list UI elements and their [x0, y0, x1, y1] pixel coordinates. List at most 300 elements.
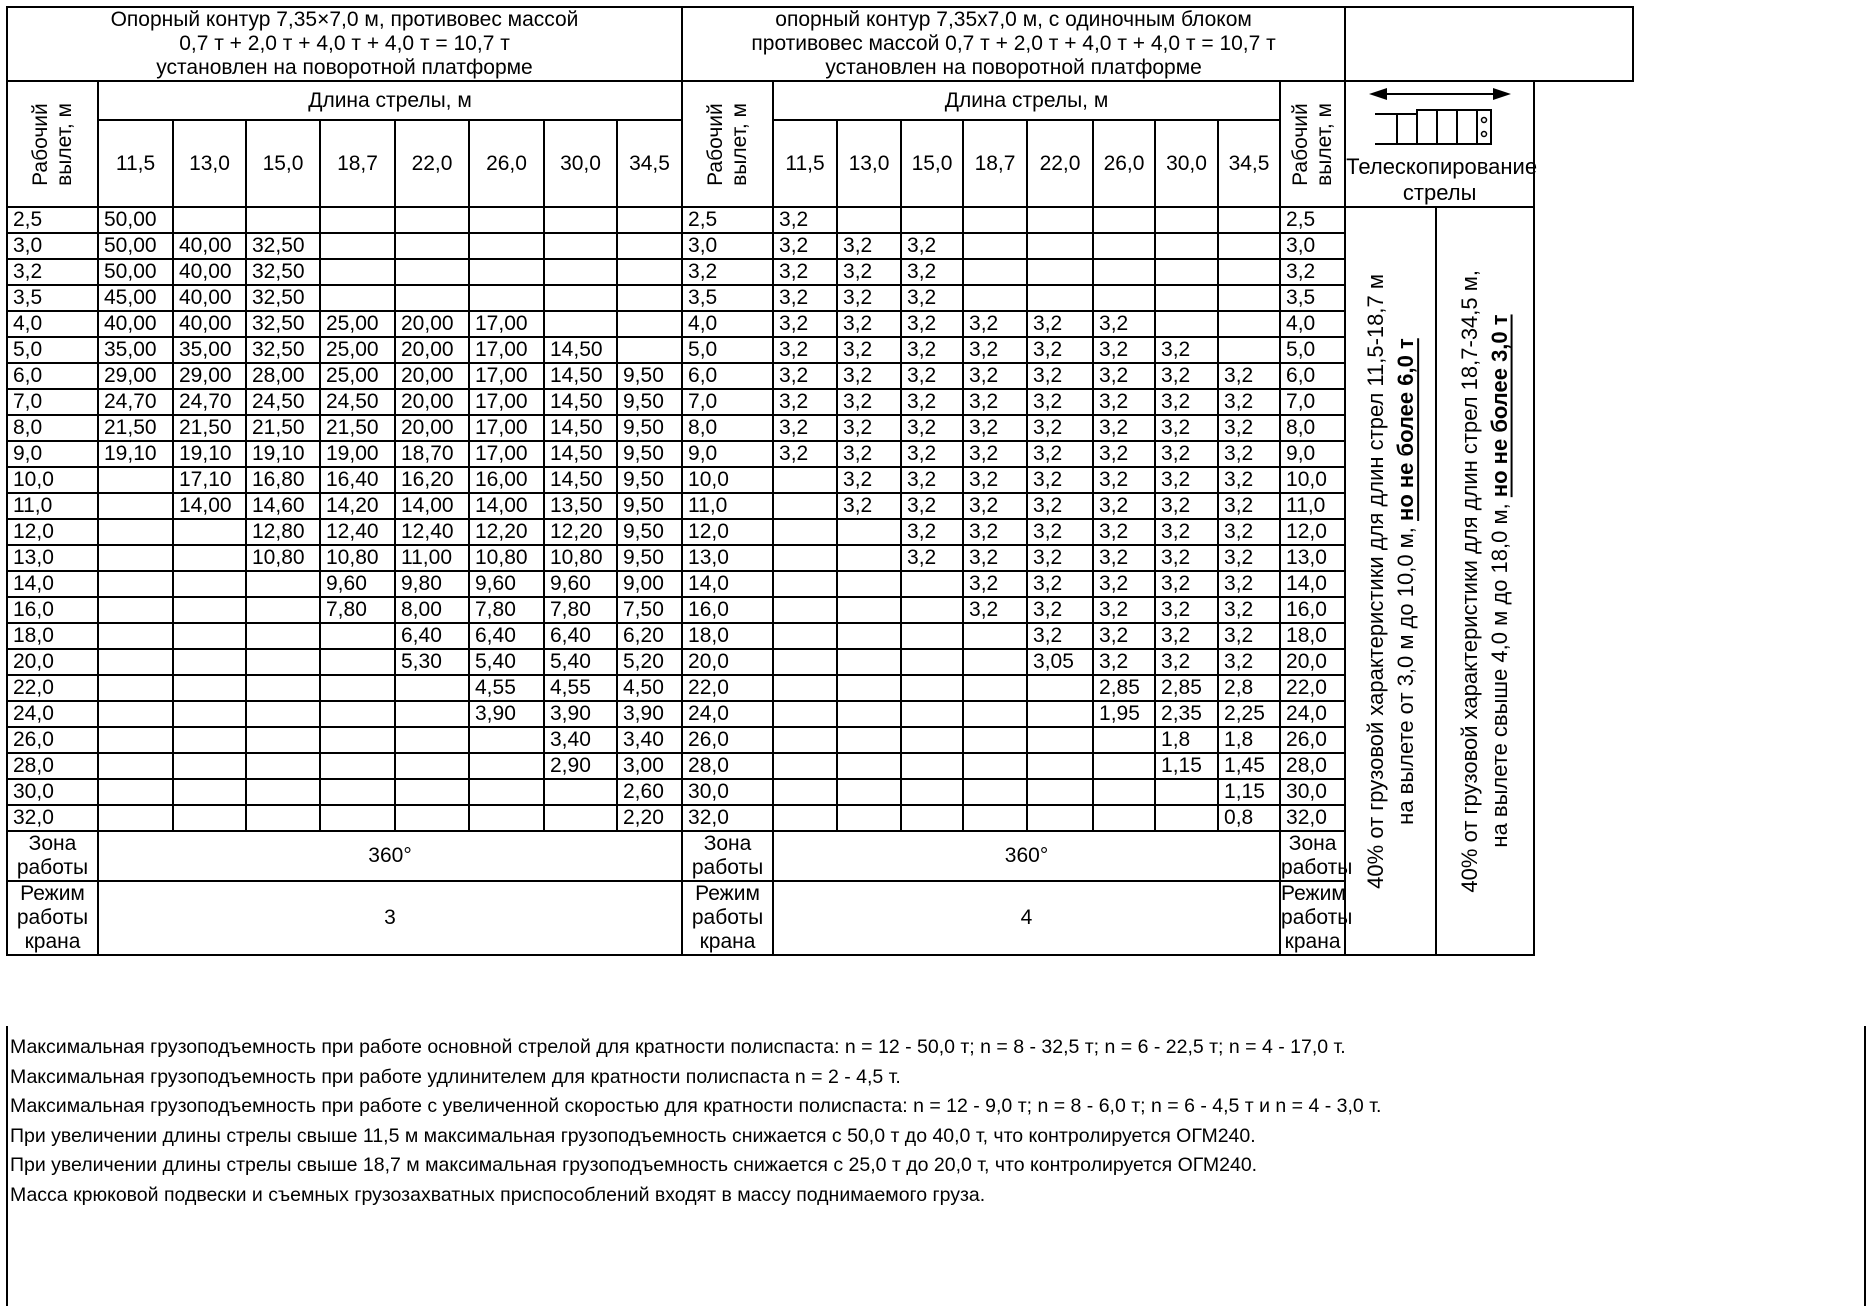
- radius-cell: 24,0: [682, 701, 773, 727]
- capacity-cell: [963, 623, 1027, 649]
- left-group-header-line: установлен на поворотной платформе: [156, 56, 533, 79]
- capacity-cell: [320, 805, 395, 831]
- capacity-cell: 29,00: [98, 363, 173, 389]
- radius-cell: 7,0: [7, 389, 98, 415]
- capacity-cell: 3,2: [773, 415, 837, 441]
- capacity-cell: [469, 259, 544, 285]
- capacity-cell: 32,50: [246, 259, 320, 285]
- capacity-cell: [246, 597, 320, 623]
- capacity-cell: 3,2: [1155, 389, 1218, 415]
- capacity-cell: 3,2: [1218, 389, 1280, 415]
- capacity-cell: [173, 727, 246, 753]
- capacity-cell: 3,00: [617, 753, 682, 779]
- radius-header-line: Рабочий: [1288, 102, 1312, 186]
- radius-cell: 26,0: [1280, 727, 1345, 753]
- capacity-cell: [1027, 285, 1093, 311]
- row-label-line: работы: [1281, 906, 1353, 929]
- radius-cell: 24,0: [1280, 701, 1345, 727]
- capacity-cell: 3,2: [1027, 311, 1093, 337]
- capacity-cell: [98, 805, 173, 831]
- capacity-cell: 3,2: [1218, 597, 1280, 623]
- capacity-cell: [320, 649, 395, 675]
- radius-cell: 14,0: [682, 571, 773, 597]
- capacity-cell: [544, 259, 617, 285]
- capacity-cell: [1093, 285, 1155, 311]
- capacity-cell: 14,50: [544, 467, 617, 493]
- capacity-cell: [173, 207, 246, 233]
- capacity-cell: 3,2: [773, 311, 837, 337]
- row-label-line: работы: [16, 856, 89, 879]
- boom-length-header: Длина стрелы, м: [98, 81, 682, 120]
- capacity-cell: 3,2: [901, 441, 963, 467]
- row-label-cell: [682, 881, 773, 955]
- capacity-cell: 16,40: [320, 467, 395, 493]
- capacity-cell: [1027, 207, 1093, 233]
- capacity-cell: 20,00: [395, 337, 469, 363]
- capacity-cell: 3,2: [963, 493, 1027, 519]
- capacity-cell: [837, 779, 901, 805]
- capacity-cell: [469, 285, 544, 311]
- capacity-cell: 14,50: [544, 441, 617, 467]
- capacity-cell: 19,10: [246, 441, 320, 467]
- capacity-cell: [98, 753, 173, 779]
- capacity-cell: 3,2: [837, 415, 901, 441]
- capacity-cell: [901, 571, 963, 597]
- capacity-cell: [837, 571, 901, 597]
- capacity-cell: [98, 779, 173, 805]
- capacity-cell: 3,2: [1093, 467, 1155, 493]
- capacity-cell: 1,95: [1093, 701, 1155, 727]
- capacity-cell: [98, 519, 173, 545]
- capacity-cell: 3,2: [1155, 363, 1218, 389]
- radius-header-line: Рабочий: [703, 102, 727, 186]
- capacity-cell: 17,00: [469, 415, 544, 441]
- capacity-cell: 17,00: [469, 311, 544, 337]
- telescoping-note-1-text: [1361, 274, 1421, 889]
- capacity-cell: [773, 779, 837, 805]
- radius-cell: 3,0: [1280, 233, 1345, 259]
- capacity-cell: [395, 701, 469, 727]
- capacity-cell: 3,2: [1155, 519, 1218, 545]
- capacity-cell: 3,2: [1155, 623, 1218, 649]
- capacity-cell: 29,00: [173, 363, 246, 389]
- boom-length-header: Длина стрелы, м: [773, 81, 1280, 120]
- capacity-cell: [1027, 753, 1093, 779]
- capacity-cell: [773, 753, 837, 779]
- radius-cell: 5,0: [1280, 337, 1345, 363]
- capacity-cell: [98, 597, 173, 623]
- capacity-cell: 3,2: [901, 259, 963, 285]
- capacity-cell: [963, 779, 1027, 805]
- radius-cell: 16,0: [682, 597, 773, 623]
- capacity-cell: 9,50: [617, 415, 682, 441]
- capacity-cell: 9,50: [617, 519, 682, 545]
- capacity-cell: 3,2: [901, 233, 963, 259]
- capacity-cell: 3,2: [901, 493, 963, 519]
- capacity-cell: 14,00: [395, 493, 469, 519]
- radius-cell: 12,0: [7, 519, 98, 545]
- capacity-cell: 3,2: [963, 363, 1027, 389]
- capacity-cell: 3,90: [544, 701, 617, 727]
- capacity-cell: 8,00: [395, 597, 469, 623]
- capacity-cell: 3,2: [1027, 623, 1093, 649]
- radius-cell: 6,0: [7, 363, 98, 389]
- capacity-cell: [773, 571, 837, 597]
- capacity-cell: [320, 675, 395, 701]
- capacity-cell: 3,2: [963, 597, 1027, 623]
- capacity-cell: 14,50: [544, 389, 617, 415]
- capacity-cell: 21,50: [246, 415, 320, 441]
- capacity-cell: 3,40: [617, 727, 682, 753]
- row-label-cell: [1280, 881, 1353, 955]
- capacity-cell: 3,2: [773, 285, 837, 311]
- capacity-cell: 3,2: [837, 493, 901, 519]
- radius-cell: 14,0: [1280, 571, 1345, 597]
- boom-length-value: 26,0: [1093, 120, 1155, 207]
- capacity-cell: [617, 259, 682, 285]
- capacity-cell: [173, 701, 246, 727]
- capacity-cell: [617, 233, 682, 259]
- capacity-cell: [1218, 285, 1280, 311]
- capacity-cell: 0,8: [1218, 805, 1280, 831]
- capacity-cell: [1155, 311, 1218, 337]
- capacity-cell: 3,2: [1027, 597, 1093, 623]
- capacity-cell: 3,2: [1093, 623, 1155, 649]
- capacity-cell: 18,70: [395, 441, 469, 467]
- capacity-cell: [837, 623, 901, 649]
- radius-cell: 13,0: [7, 545, 98, 571]
- capacity-cell: [1155, 233, 1218, 259]
- capacity-cell: 50,00: [98, 259, 173, 285]
- row-label-line: крана: [1284, 930, 1341, 953]
- telescoping-note-2-text: [1455, 270, 1515, 893]
- radius-header-rotated: [8, 103, 97, 186]
- capacity-cell: 14,00: [469, 493, 544, 519]
- capacity-cell: 19,10: [98, 441, 173, 467]
- capacity-cell: 3,2: [901, 415, 963, 441]
- capacity-cell: 5,20: [617, 649, 682, 675]
- radius-cell: 16,0: [7, 597, 98, 623]
- capacity-cell: [1093, 259, 1155, 285]
- capacity-cell: [1218, 311, 1280, 337]
- radius-cell: 4,0: [682, 311, 773, 337]
- row-label-line: Режим: [20, 882, 85, 905]
- capacity-cell: 2,8: [1218, 675, 1280, 701]
- capacity-cell: [98, 571, 173, 597]
- capacity-cell: [98, 467, 173, 493]
- capacity-cell: [837, 675, 901, 701]
- row-label-line: работы: [1281, 856, 1353, 879]
- radius-cell: 11,0: [682, 493, 773, 519]
- radius-cell: 3,5: [7, 285, 98, 311]
- radius-cell: 22,0: [7, 675, 98, 701]
- capacity-cell: 3,2: [1027, 337, 1093, 363]
- capacity-cell: 3,2: [1027, 441, 1093, 467]
- note-line: Максимальная грузоподъемность при работе удлинителем для кратности полиспаста n = 2 - 4,5 т.: [10, 1065, 901, 1088]
- capacity-cell: [173, 649, 246, 675]
- work-zone-value: 360°: [98, 831, 682, 881]
- capacity-cell: [469, 805, 544, 831]
- capacity-cell: [173, 597, 246, 623]
- row-label-cell: [682, 831, 773, 881]
- capacity-cell: [617, 337, 682, 363]
- capacity-cell: 24,50: [246, 389, 320, 415]
- capacity-cell: 3,2: [963, 545, 1027, 571]
- radius-cell: 32,0: [682, 805, 773, 831]
- capacity-cell: [469, 727, 544, 753]
- capacity-cell: [98, 701, 173, 727]
- capacity-cell: [544, 805, 617, 831]
- capacity-cell: [1027, 233, 1093, 259]
- boom-length-value: 34,5: [1218, 120, 1280, 207]
- capacity-cell: [246, 805, 320, 831]
- capacity-cell: 3,2: [901, 311, 963, 337]
- capacity-cell: [617, 285, 682, 311]
- capacity-cell: [246, 649, 320, 675]
- right-group-header-line: противовес массой 0,7 т + 2,0 т + 4,0 т + 4,0 т = 10,7 т: [751, 32, 1276, 55]
- capacity-cell: 3,2: [1155, 545, 1218, 571]
- radius-cell: 6,0: [682, 363, 773, 389]
- capacity-cell: 3,90: [469, 701, 544, 727]
- telescoping-note-line: на вылете от 3,0 м до 10,0 м,: [1392, 520, 1418, 825]
- radius-cell: 26,0: [682, 727, 773, 753]
- capacity-cell: [1027, 675, 1093, 701]
- capacity-cell: 9,50: [617, 493, 682, 519]
- capacity-cell: 3,2: [773, 259, 837, 285]
- capacity-cell: 3,2: [901, 545, 963, 571]
- capacity-cell: 12,40: [320, 519, 395, 545]
- capacity-cell: 25,00: [320, 311, 395, 337]
- capacity-cell: [773, 519, 837, 545]
- capacity-cell: [773, 701, 837, 727]
- capacity-cell: 3,2: [837, 259, 901, 285]
- radius-cell: 20,0: [7, 649, 98, 675]
- capacity-cell: 3,2: [1027, 363, 1093, 389]
- row-label-line: Зона: [1288, 832, 1337, 855]
- note-line: Максимальная грузоподъемность при работе основной стрелой для кратности полиспаста: n = 12 - 50,0 т; n = 8 - 32,5 т; n = 6 - 22,5 т; n = 4 - 17,0 т.: [10, 1036, 1346, 1058]
- capacity-cell: [837, 519, 901, 545]
- radius-cell: 11,0: [7, 493, 98, 519]
- capacity-cell: [395, 727, 469, 753]
- capacity-cell: 16,80: [246, 467, 320, 493]
- capacity-cell: 14,00: [173, 493, 246, 519]
- row-label-cell: [7, 881, 98, 955]
- capacity-cell: [173, 623, 246, 649]
- radius-cell: 14,0: [7, 571, 98, 597]
- capacity-cell: 40,00: [173, 285, 246, 311]
- radius-cell: 28,0: [1280, 753, 1345, 779]
- radius-cell: 9,0: [7, 441, 98, 467]
- row-label-line: крана: [24, 930, 81, 953]
- capacity-cell: [544, 207, 617, 233]
- capacity-cell: 3,2: [1093, 441, 1155, 467]
- capacity-cell: 9,50: [617, 467, 682, 493]
- capacity-cell: 4,50: [617, 675, 682, 701]
- capacity-cell: 3,2: [837, 467, 901, 493]
- capacity-cell: 3,2: [1027, 389, 1093, 415]
- radius-cell: 16,0: [1280, 597, 1345, 623]
- capacity-cell: 3,2: [837, 285, 901, 311]
- capacity-cell: 3,2: [773, 337, 837, 363]
- radius-cell: 10,0: [1280, 467, 1345, 493]
- radius-cell: 13,0: [682, 545, 773, 571]
- capacity-cell: 3,2: [1093, 363, 1155, 389]
- capacity-cell: [901, 701, 963, 727]
- capacity-cell: 3,2: [1093, 519, 1155, 545]
- capacity-cell: [320, 727, 395, 753]
- capacity-cell: 9,60: [469, 571, 544, 597]
- boom-length-value: 30,0: [1155, 120, 1218, 207]
- capacity-cell: 7,80: [544, 597, 617, 623]
- radius-header-text: [29, 103, 77, 186]
- radius-cell: 32,0: [7, 805, 98, 831]
- capacity-cell: [963, 259, 1027, 285]
- note-line: При увеличении длины стрелы свыше 18,7 м максимальная грузоподъемность снижается с 25,0 т до 20,0 т, что контролируется ОГМ240.: [10, 1154, 1258, 1176]
- capacity-cell: 50,00: [98, 207, 173, 233]
- capacity-cell: [1093, 233, 1155, 259]
- capacity-cell: [963, 207, 1027, 233]
- capacity-cell: [98, 623, 173, 649]
- capacity-cell: 1,45: [1218, 753, 1280, 779]
- radius-cell: 28,0: [682, 753, 773, 779]
- radius-cell: 20,0: [1280, 649, 1345, 675]
- capacity-cell: 9,50: [617, 363, 682, 389]
- capacity-cell: 20,00: [395, 389, 469, 415]
- capacity-cell: 5,30: [395, 649, 469, 675]
- capacity-cell: [544, 233, 617, 259]
- capacity-cell: [773, 675, 837, 701]
- radius-cell: 2,5: [1280, 207, 1345, 233]
- capacity-cell: [246, 727, 320, 753]
- left-group-header-line: 0,7 т + 2,0 т + 4,0 т + 4,0 т = 10,7 т: [179, 32, 510, 55]
- capacity-cell: [246, 675, 320, 701]
- capacity-cell: 6,40: [469, 623, 544, 649]
- radius-cell: 22,0: [682, 675, 773, 701]
- capacity-cell: [837, 597, 901, 623]
- capacity-cell: 3,2: [773, 207, 837, 233]
- capacity-cell: 2,35: [1155, 701, 1218, 727]
- telescoping-header-text: [1346, 154, 1538, 206]
- capacity-cell: 3,2: [1093, 493, 1155, 519]
- boom-length-value: 11,5: [98, 120, 173, 207]
- radius-cell: 18,0: [682, 623, 773, 649]
- capacity-cell: 19,00: [320, 441, 395, 467]
- capacity-cell: [395, 233, 469, 259]
- radius-cell: 12,0: [682, 519, 773, 545]
- capacity-cell: [1027, 701, 1093, 727]
- capacity-cell: [246, 779, 320, 805]
- capacity-cell: 3,2: [901, 519, 963, 545]
- capacity-cell: [963, 701, 1027, 727]
- capacity-cell: 3,2: [1218, 519, 1280, 545]
- boom-length-value: 26,0: [469, 120, 544, 207]
- capacity-cell: [320, 701, 395, 727]
- capacity-cell: 21,50: [98, 415, 173, 441]
- capacity-cell: 2,85: [1155, 675, 1218, 701]
- capacity-cell: 7,50: [617, 597, 682, 623]
- capacity-cell: 3,2: [1093, 571, 1155, 597]
- boom-length-value: 30,0: [544, 120, 617, 207]
- capacity-cell: [246, 753, 320, 779]
- capacity-cell: [963, 233, 1027, 259]
- capacity-cell: [98, 675, 173, 701]
- telescoping-note-2: [1436, 207, 1534, 955]
- capacity-cell: 3,2: [837, 233, 901, 259]
- capacity-cell: 7,80: [469, 597, 544, 623]
- telescoping-note-line: 40% от грузовой характеристики для длин стрел 11,5-18,7 м: [1362, 273, 1388, 889]
- capacity-cell: 28,00: [246, 363, 320, 389]
- telescoping-note-2-rotated: [1437, 270, 1533, 893]
- capacity-cell: 9,00: [617, 571, 682, 597]
- capacity-cell: 3,2: [1218, 493, 1280, 519]
- radius-cell: 3,5: [682, 285, 773, 311]
- radius-cell: 9,0: [682, 441, 773, 467]
- capacity-cell: 21,50: [173, 415, 246, 441]
- capacity-cell: 3,2: [963, 389, 1027, 415]
- work-zone-value: 360°: [773, 831, 1280, 881]
- telescoping-note-line: на вылете свыше 4,0 м до 18,0 м,: [1487, 497, 1513, 848]
- capacity-cell: 3,2: [1093, 597, 1155, 623]
- capacity-cell: 35,00: [98, 337, 173, 363]
- capacity-cell: 3,2: [1093, 311, 1155, 337]
- capacity-cell: 4,55: [544, 675, 617, 701]
- row-label-line: Режим: [1281, 882, 1346, 905]
- capacity-cell: 14,50: [544, 415, 617, 441]
- left-group-header-line: Опорный контур 7,35×7,0 м, противовес массой: [110, 8, 579, 31]
- boom-length-value: 13,0: [837, 120, 901, 207]
- capacity-cell: [773, 649, 837, 675]
- capacity-cell: 17,00: [469, 337, 544, 363]
- capacity-cell: 3,2: [837, 441, 901, 467]
- capacity-cell: [320, 779, 395, 805]
- capacity-cell: 24,50: [320, 389, 395, 415]
- capacity-cell: [1093, 805, 1155, 831]
- capacity-cell: [617, 207, 682, 233]
- capacity-cell: [395, 753, 469, 779]
- capacity-cell: [246, 207, 320, 233]
- capacity-cell: [246, 571, 320, 597]
- capacity-cell: [1155, 207, 1218, 233]
- capacity-cell: 3,40: [544, 727, 617, 753]
- radius-cell: 26,0: [7, 727, 98, 753]
- capacity-cell: 3,2: [963, 415, 1027, 441]
- capacity-cell: 3,2: [1155, 571, 1218, 597]
- radius-cell: 5,0: [7, 337, 98, 363]
- capacity-cell: 5,40: [469, 649, 544, 675]
- capacity-cell: 12,40: [395, 519, 469, 545]
- capacity-cell: [901, 207, 963, 233]
- capacity-cell: [395, 805, 469, 831]
- capacity-cell: 3,2: [1155, 467, 1218, 493]
- capacity-cell: [173, 805, 246, 831]
- capacity-cell: 1,8: [1218, 727, 1280, 753]
- capacity-cell: 3,2: [1218, 415, 1280, 441]
- radius-header: [7, 81, 98, 207]
- capacity-cell: 10,80: [544, 545, 617, 571]
- capacity-cell: 40,00: [173, 311, 246, 337]
- capacity-cell: 24,70: [98, 389, 173, 415]
- capacity-cell: [395, 675, 469, 701]
- radius-header-text: [1289, 103, 1337, 186]
- capacity-cell: 3,2: [1155, 337, 1218, 363]
- capacity-cell: [469, 207, 544, 233]
- capacity-cell: [395, 207, 469, 233]
- load-capacity-table: [6, 6, 1634, 956]
- capacity-cell: 3,2: [901, 467, 963, 493]
- capacity-cell: 3,2: [837, 311, 901, 337]
- capacity-cell: 1,15: [1218, 779, 1280, 805]
- capacity-cell: 3,2: [1218, 649, 1280, 675]
